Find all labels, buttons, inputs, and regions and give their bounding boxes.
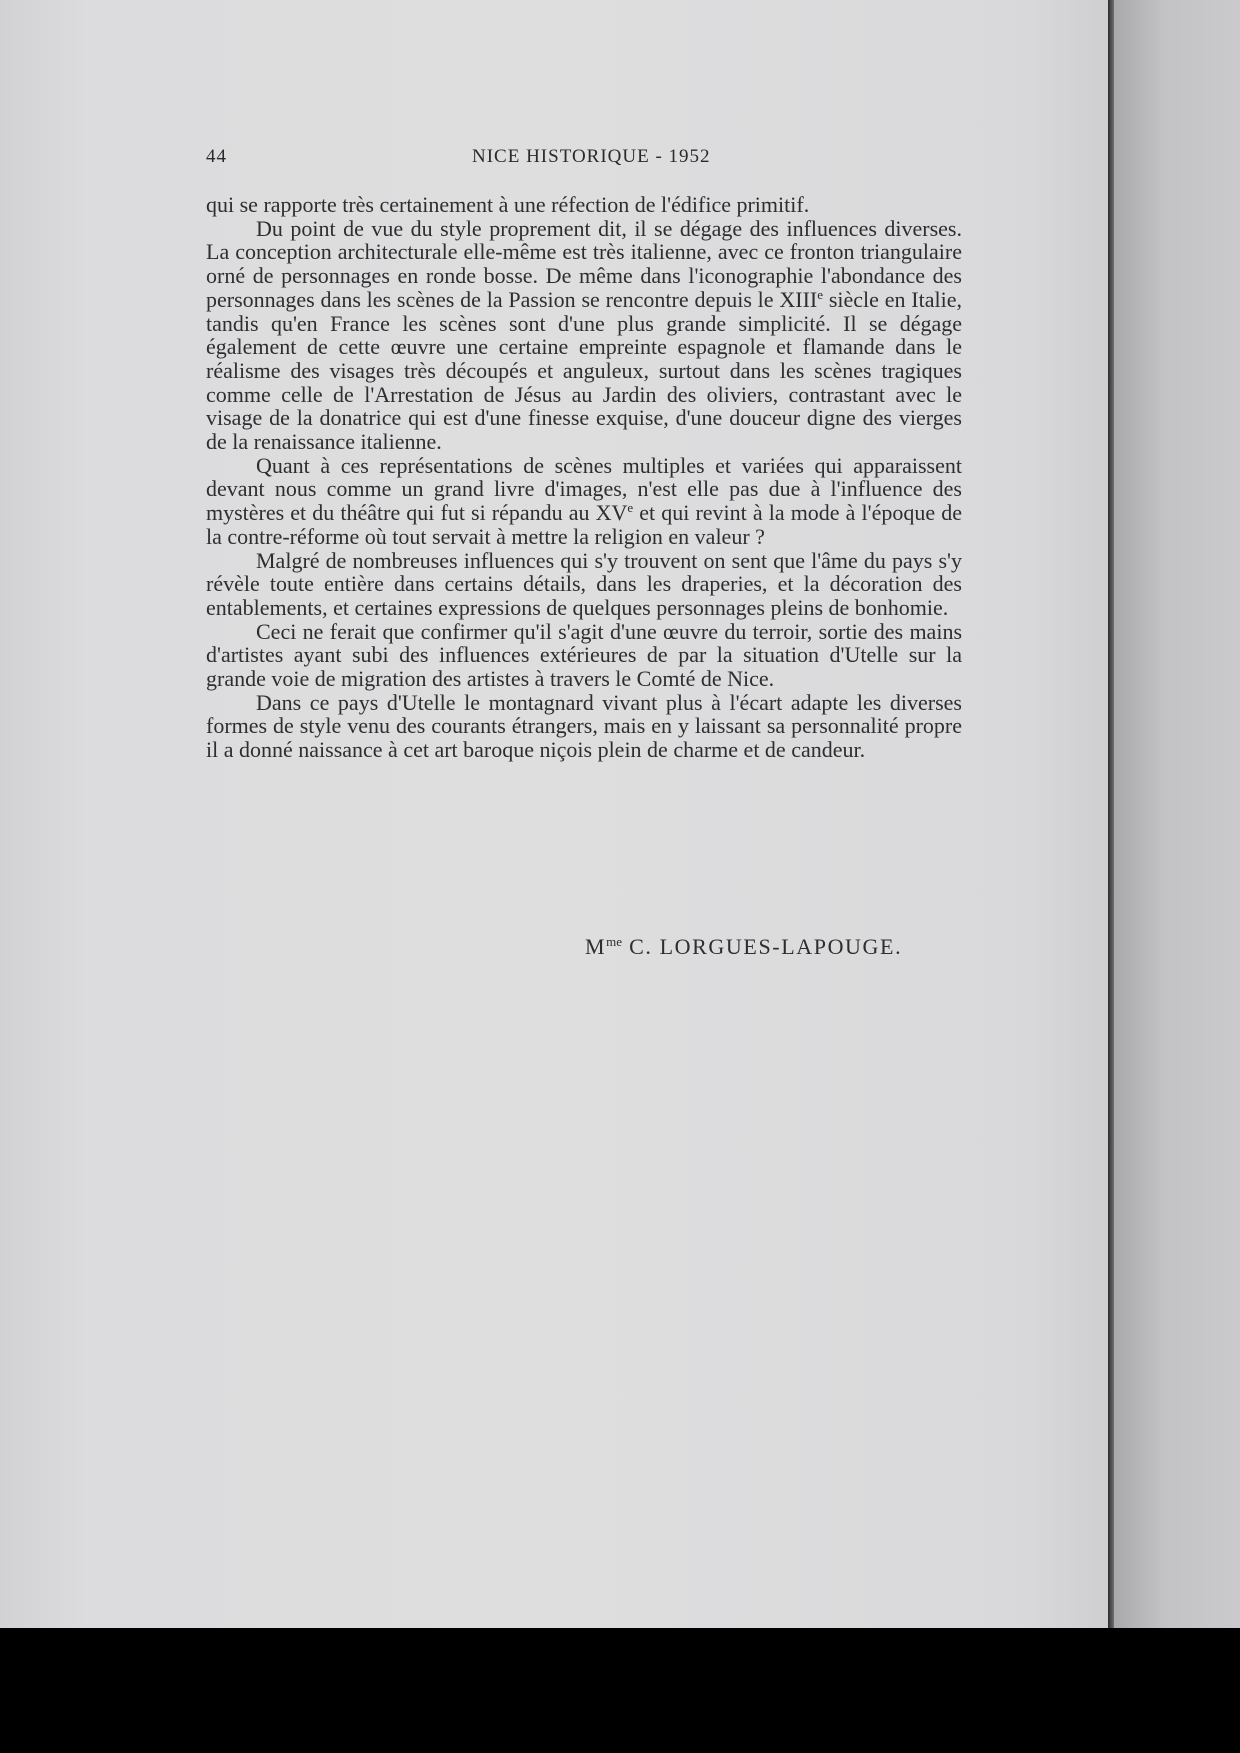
- paragraph-conclusion: [206, 691, 962, 762]
- paragraph-text: Dans ce pays d'Utelle le montagnard vivant plus à l'écart adapte les diverses formes de style venu des courants étrangers, mais en y laissant sa personnalité propre il a donné naissance à cet art baroque niçois plein de charme et de candeur.: [206, 689, 962, 763]
- journal-title: NICE HISTORIQUE - 1952: [472, 146, 711, 167]
- signature-prefix-sup: me: [606, 934, 623, 949]
- paragraph-influences: [206, 549, 962, 620]
- paragraph-representations: [206, 454, 962, 549]
- scanner-bed-border: [0, 1628, 1240, 1753]
- superscript: e: [817, 286, 824, 302]
- paragraph-text: Malgré de nombreuses influences qui s'y trouvent on sent que l'âme du pays s'y révèle toute entière dans certains détails, dans les draperies, et la décoration des entablements, et certaines expressions de quelques personnages pleins de bonhomie.: [206, 547, 962, 620]
- adjacent-page-edge: [1114, 0, 1240, 1628]
- paragraph-text: et qui revint à la mode à l'époque de la contre-réforme où tout servait à mettre la religion en valeur ?: [206, 500, 962, 549]
- page-number: 44: [206, 146, 227, 167]
- signature-name: C. LORGUES-LAPOUGE.: [622, 934, 903, 959]
- century-numeral: XIII: [779, 286, 818, 312]
- century-numeral: XV: [595, 500, 628, 526]
- paragraph-text: Ceci ne ferait que confirmer qu'il s'agit d'une œuvre du terroir, sortie des mains d'artistes ayant subi des influences extérieures de par la situation d'Utelle sur la grande voie de migration des artistes à travers le Comté de Nice.: [206, 618, 962, 692]
- author-signature: [585, 934, 902, 960]
- paragraph-text: qui se rapporte très certainement à une réfection de l'édifice primitif.: [206, 192, 810, 217]
- signature-prefix: M: [585, 934, 607, 959]
- article-body: [206, 193, 962, 762]
- paragraph-continuation: [206, 193, 962, 217]
- paragraph-text: Quant à ces représentations de scènes multiples et variées qui apparaissent devant nous comme un grand livre d'images, n'est elle pas due à l'influence des mystères et du théâtre qui fut si répandu au: [206, 452, 962, 526]
- superscript: e: [627, 500, 634, 516]
- paragraph-style: [206, 217, 962, 454]
- paragraph-text: siècle en Italie, tandis qu'en France les scènes sont d'une plus grande simplicité. Il se dégage également de cette œuvre une certaine empreinte espagnole et flamande dans le réalisme des visages très découpés et anguleux, surtout dans les scènes tragiques comme celle de l'Arrestation de Jésus au Jardin des oliviers, contrastant avec le visage de la donatrice qui est d'une finesse exquise, d'une douceur digne des vierges de la renaissance italienne.: [206, 286, 962, 455]
- running-header: [206, 146, 954, 174]
- paragraph-terroir: [206, 620, 962, 691]
- paragraph-text: Du point de vue du style proprement dit, il se dégage des influences diverses. La conception architecturale elle-même est très italienne, avec ce fronton triangulaire orné de personnages en ronde bosse. De même dans l'iconographie l'abondance des personnages dans les scènes de la Passion se rencontre depuis le: [206, 215, 962, 312]
